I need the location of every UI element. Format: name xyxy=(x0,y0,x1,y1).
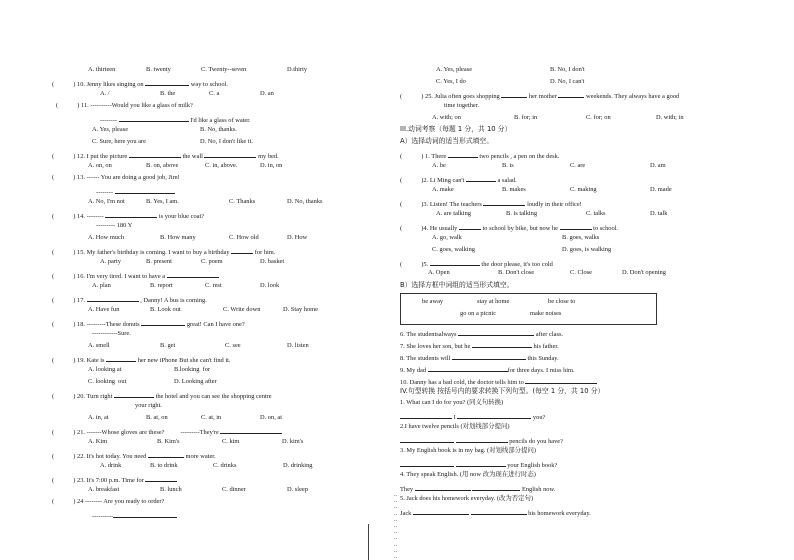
answer-blank[interactable] xyxy=(400,460,454,467)
answer-option: D. No, I can't xyxy=(550,78,585,85)
question-line xyxy=(400,448,536,454)
question-text: after class. xyxy=(534,331,564,338)
question-text: ------------Sure. xyxy=(92,330,131,337)
answer-blank[interactable] xyxy=(220,427,282,434)
answer-blank[interactable] xyxy=(456,460,506,467)
question-text: your English book? xyxy=(505,462,558,469)
answer-option: A. No, I'm not xyxy=(88,198,125,205)
answer-blank[interactable] xyxy=(105,211,157,218)
question-line xyxy=(52,79,228,88)
question-text: ( ) 18. ---------These donuts xyxy=(52,321,142,328)
question-text: weekends. They always have a good xyxy=(584,93,680,100)
question-line xyxy=(92,511,177,520)
answer-option: C. drinks xyxy=(213,462,237,469)
answer-option: C. How old xyxy=(229,234,259,241)
answer-option: B. present xyxy=(146,258,172,265)
answer-option: B. is xyxy=(502,162,514,169)
answer-blank[interactable] xyxy=(448,151,478,158)
question-text: a salad. xyxy=(495,177,517,184)
answer-option: A. in, at xyxy=(88,414,109,421)
question-text: to school by bike, but now he xyxy=(480,225,560,232)
question-line xyxy=(52,151,279,160)
question-line xyxy=(400,412,545,421)
question-text: 7. She loves her son, but he xyxy=(400,343,472,350)
question-text: I xyxy=(452,414,458,421)
answer-blank[interactable] xyxy=(459,223,481,230)
question-line xyxy=(400,377,597,386)
question-text: They xyxy=(400,486,415,493)
answer-option: B. Yes, I am. xyxy=(146,198,179,205)
answer-option: B. makes xyxy=(502,186,526,193)
answer-option: C. goes, walking xyxy=(432,246,475,253)
question-text: the door please, it's too cold xyxy=(479,261,553,268)
question-line xyxy=(52,211,204,220)
answer-option: C. a xyxy=(209,90,220,97)
answer-option: stay at home xyxy=(477,298,510,305)
answer-option: A. plan xyxy=(92,282,111,289)
answer-option: C. kim xyxy=(222,438,240,445)
answer-blank[interactable] xyxy=(115,187,175,194)
answer-blank[interactable] xyxy=(430,259,480,266)
question-line xyxy=(400,353,559,362)
answer-blank[interactable] xyxy=(106,355,136,362)
question-line xyxy=(400,151,559,160)
question-text: 1. What can I do for you? (同义句转换) xyxy=(400,399,504,406)
question-text: 10. Danny has a bad cold, the doctor tells him to xyxy=(400,379,526,386)
answer-option: C. Thanks xyxy=(229,198,256,205)
answer-blank[interactable] xyxy=(458,329,534,336)
question-text: ( )4. He usually xyxy=(400,225,459,232)
answer-option: D. an xyxy=(260,90,274,97)
question-text: way to school. xyxy=(189,81,228,88)
answer-blank[interactable] xyxy=(413,508,469,515)
answer-option: D. Don't opening xyxy=(622,269,666,276)
answer-blank[interactable] xyxy=(415,484,471,491)
answer-blank[interactable] xyxy=(428,365,508,372)
section-heading: IV.句型转换 按括号内的要求转换下列句型。(每空 1 分，共 10 分） xyxy=(400,387,605,395)
question-line xyxy=(400,460,557,469)
question-line xyxy=(52,175,180,181)
answer-blank[interactable] xyxy=(452,353,526,360)
section-heading: B）选择方框中词组的适当形式填空。 xyxy=(400,281,514,289)
answer-option: C. Yes, I do xyxy=(436,78,466,85)
question-text: ( ) 25. Julia often goes shopping xyxy=(400,93,502,100)
answer-blank[interactable] xyxy=(400,412,452,419)
answer-option: B. Look out xyxy=(150,306,181,313)
question-text: ( ) 11. ----------Would you like a glass of milk? xyxy=(56,102,193,109)
binding-margin-line xyxy=(368,524,369,560)
question-text: ( ) 24 -------- Are you ready to order? xyxy=(52,498,165,505)
answer-blank[interactable] xyxy=(231,247,253,254)
question-text: I'd like a glass of water. xyxy=(188,117,251,124)
answer-blank[interactable] xyxy=(471,508,527,515)
answer-option: A. smell xyxy=(88,342,110,349)
answer-option: C. poem xyxy=(201,258,223,265)
answer-blank[interactable] xyxy=(119,115,189,122)
question-line xyxy=(96,223,132,229)
answer-option: A. make xyxy=(432,186,454,193)
answer-blank[interactable] xyxy=(457,412,531,419)
question-text: ( ) 19. Kate is xyxy=(52,357,107,364)
answer-option: D. drinking xyxy=(283,462,313,469)
answer-blank[interactable] xyxy=(113,511,177,518)
question-text: his homework everyday. xyxy=(526,510,591,517)
binding-dotted-mark: .. .. .. .. .. .. .. .. .. .. .. xyxy=(394,492,397,560)
question-text: more water. xyxy=(183,453,216,460)
answer-option: B. get xyxy=(160,342,176,349)
answer-option: A. Kim xyxy=(88,438,108,445)
answer-option: B. twenty xyxy=(146,66,171,73)
answer-option: make noises xyxy=(530,310,562,317)
answer-option: B. for; in xyxy=(514,114,538,121)
answer-option: A. thirteen xyxy=(88,66,116,73)
answer-option: B. is talking xyxy=(506,210,538,217)
question-text: 3. My English book is in my bag. (对划线部分提问) xyxy=(400,447,536,454)
question-text: my bed. xyxy=(256,153,279,160)
answer-option: C. rest xyxy=(205,282,222,289)
answer-option: A. party xyxy=(100,258,121,265)
answer-blank[interactable] xyxy=(129,151,181,158)
answer-option: D. basket xyxy=(260,258,285,265)
answer-option: D. made xyxy=(650,186,672,193)
question-line xyxy=(52,319,245,328)
answer-option: B. at, on xyxy=(146,414,168,421)
answer-option: D. talk xyxy=(650,210,668,217)
question-line xyxy=(400,199,582,208)
answer-option: A. / xyxy=(100,90,110,97)
answer-option: B. the xyxy=(160,90,176,97)
question-text: , Danny! A bus is coming. xyxy=(138,297,207,304)
answer-option: A. drink xyxy=(100,462,122,469)
question-text: -------- xyxy=(96,189,115,196)
question-text: great! Can I have one? xyxy=(185,321,245,328)
answer-option: B. How many xyxy=(160,234,196,241)
question-line xyxy=(52,247,275,256)
question-text: ( ) 20. Turn right xyxy=(52,393,114,400)
question-text: 6. The studentsalways xyxy=(400,331,459,338)
answer-blank[interactable] xyxy=(145,475,177,482)
question-line xyxy=(400,365,575,374)
answer-option: D. How xyxy=(287,234,308,241)
answer-option: C. dinner xyxy=(222,486,246,493)
answer-option: C. Sure, here you are xyxy=(92,138,146,145)
question-text: ( )2. Li Ming can't xyxy=(400,177,466,184)
question-line xyxy=(400,496,533,502)
question-line xyxy=(400,436,563,445)
answer-option: be away xyxy=(422,298,444,305)
answer-option: C. Write down xyxy=(223,306,261,313)
answer-blank[interactable] xyxy=(466,175,496,182)
question-line xyxy=(92,331,131,337)
question-text: English now. xyxy=(520,486,556,493)
question-line xyxy=(400,329,563,338)
question-line xyxy=(52,355,230,364)
question-text: loudly in their office! xyxy=(525,201,582,208)
answer-option: B. lunch xyxy=(160,486,182,493)
question-text: 4. They speak English. (用 now 改为现在进行时态) xyxy=(400,471,536,478)
question-text: ( ) 17. xyxy=(52,297,87,304)
section-heading: A）选择动词的适当形式填空。 xyxy=(400,137,494,145)
question-text: ( ) 21. -------Whose gloves are these? ---------They're xyxy=(52,429,221,436)
question-line xyxy=(52,271,219,280)
answer-blank[interactable] xyxy=(148,451,184,458)
question-text: 5. Jack does his homework everyday. (改为否定句) xyxy=(400,495,534,502)
question-line xyxy=(400,508,591,517)
answer-option: A. go, walk xyxy=(432,234,462,241)
answer-option: C. see xyxy=(225,342,241,349)
question-text: for three days. I miss him. xyxy=(507,367,575,374)
question-text: -------- xyxy=(100,117,119,124)
answer-option: C. for; on xyxy=(586,114,611,121)
question-line xyxy=(100,115,251,124)
answer-option: B. Kim's xyxy=(157,438,180,445)
answer-option: C. in, above. xyxy=(205,162,238,169)
question-text: pencils do you have? xyxy=(507,438,563,445)
answer-option: C. Close xyxy=(570,269,593,276)
answer-option: B. No, thanks. xyxy=(200,126,237,133)
section-heading: III.动词考察（每题 1 分，共 10 分） xyxy=(400,125,512,133)
question-text: ( ) 22. It's hot today. You need xyxy=(52,453,148,460)
answer-blank[interactable] xyxy=(141,319,185,326)
question-text: two pencils , a pen on the desk. xyxy=(477,153,560,160)
question-text: ( ) 14. -------- xyxy=(52,213,106,220)
answer-option: D. with; in xyxy=(656,114,684,121)
question-text: 9. My dad xyxy=(400,367,428,374)
question-line xyxy=(400,175,517,184)
answer-option: A. are talking xyxy=(436,210,471,217)
answer-blank[interactable] xyxy=(167,271,219,278)
question-line xyxy=(400,424,510,430)
question-text: ( ) 23. It's 7:00 p.m. Time for xyxy=(52,477,146,484)
answer-option: B. report xyxy=(150,282,173,289)
answer-option: C. at, in xyxy=(201,414,222,421)
answer-blank[interactable] xyxy=(472,341,532,348)
answer-option: D. No, I don't like it. xyxy=(200,138,253,145)
question-line xyxy=(52,295,207,304)
answer-option: D. goes, is walking xyxy=(562,246,612,253)
answer-option: A. Have fun xyxy=(88,306,120,313)
question-text: 8. The students will xyxy=(400,355,452,362)
answer-option: D. kim's xyxy=(282,438,304,445)
answer-option: B.looking for xyxy=(174,366,211,373)
question-text: for him. xyxy=(253,249,276,256)
answer-option: A. breakfast xyxy=(88,486,120,493)
answer-option: B. to drink xyxy=(150,462,178,469)
question-line xyxy=(52,451,216,460)
answer-blank[interactable] xyxy=(525,377,597,384)
answer-option: D. sleep xyxy=(287,486,308,493)
answer-blank[interactable] xyxy=(483,199,525,206)
question-text: to school. xyxy=(591,225,619,232)
answer-option: D. in, on xyxy=(260,162,283,169)
question-line xyxy=(52,499,164,505)
answer-option: be close to xyxy=(548,298,576,305)
question-text: ( ) 15. My father's birthday is coming. I want to buy a birthday xyxy=(52,249,232,256)
question-line xyxy=(52,475,177,484)
answer-option: A. Yes, please xyxy=(436,66,473,73)
question-text: ( )5. xyxy=(400,261,430,268)
question-text: ( ) 12. I put the picture xyxy=(52,153,129,160)
answer-option: A. be xyxy=(432,162,446,169)
answer-option: B. No, I don't xyxy=(550,66,585,73)
answer-option: A. on, on xyxy=(88,162,112,169)
answer-option: D. No, thanks xyxy=(287,198,323,205)
answer-blank[interactable] xyxy=(145,79,189,86)
question-line xyxy=(400,259,553,268)
answer-option: B. goes, walks xyxy=(562,234,600,241)
answer-blank[interactable] xyxy=(204,151,256,158)
answer-option: D. listen xyxy=(287,342,309,349)
question-line xyxy=(52,427,282,436)
answer-option: D. look xyxy=(260,282,280,289)
question-text: you? xyxy=(531,414,546,421)
answer-option: C. Twenty--seven xyxy=(201,66,247,73)
answer-option: C. looking out xyxy=(88,378,127,385)
question-line xyxy=(400,472,536,478)
answer-option: D. on, at xyxy=(260,414,283,421)
question-text: --------- 180 Y xyxy=(96,222,133,229)
answer-option: A. How much xyxy=(88,234,125,241)
answer-option: go on a picnic xyxy=(460,310,497,317)
answer-blank[interactable] xyxy=(87,295,139,302)
question-text: Jack xyxy=(400,510,413,517)
question-text: his father. xyxy=(531,343,559,350)
question-line xyxy=(96,187,175,196)
question-text: ( )3. Listen! The teachers xyxy=(400,201,484,208)
question-text: is your blue coat? xyxy=(157,213,205,220)
answer-blank[interactable] xyxy=(400,436,454,443)
question-line xyxy=(400,341,559,350)
answer-option: A. Open xyxy=(428,269,450,276)
answer-option: B. Don't close xyxy=(498,269,535,276)
question-text: ( ) 13. ------ You are doing a good job, Jim! xyxy=(52,174,180,181)
answer-option: D. am xyxy=(650,162,666,169)
answer-option: A. looking at xyxy=(88,366,122,373)
question-text: time together. xyxy=(444,102,480,109)
answer-blank[interactable] xyxy=(472,484,520,491)
answer-option: A. Yes, please xyxy=(92,126,129,133)
question-text: ( ) 16. I'm very tired. I want to have a xyxy=(52,273,167,280)
question-text: this Sunday. xyxy=(525,355,559,362)
answer-option: C. making xyxy=(570,186,597,193)
question-line xyxy=(52,391,272,400)
question-text: your right. xyxy=(135,402,162,409)
question-text: her mother xyxy=(527,93,559,100)
question-line xyxy=(56,103,193,109)
answer-blank[interactable] xyxy=(114,391,154,398)
answer-option: D.thirty xyxy=(287,66,308,73)
answer-option: A. with; on xyxy=(432,114,461,121)
answer-blank[interactable] xyxy=(560,223,592,230)
answer-option: D. Stay home xyxy=(283,306,318,313)
question-line xyxy=(400,400,503,406)
question-text: ( ) 1. There xyxy=(400,153,448,160)
question-line xyxy=(400,484,555,493)
question-line xyxy=(444,103,479,109)
question-line xyxy=(400,91,679,100)
answer-blank[interactable] xyxy=(456,436,508,443)
question-text: the wall xyxy=(180,153,205,160)
question-text: 2.I have twelve pencils (对划线部分提问) xyxy=(400,423,510,430)
answer-option: C. talks xyxy=(586,210,606,217)
question-text: her new iPhone But she can't find it. xyxy=(136,357,231,364)
answer-blank[interactable] xyxy=(558,91,584,98)
answer-option: C. are xyxy=(570,162,586,169)
answer-option: D. Looking after xyxy=(174,378,217,385)
question-line xyxy=(400,223,618,232)
question-text: ( ) 10. Jenny likes singing on xyxy=(52,81,146,88)
question-line xyxy=(135,403,162,409)
question-text: ---------- xyxy=(92,513,114,520)
question-text: the hotel and you can see the shopping centre xyxy=(153,393,272,400)
answer-option: B. on, above xyxy=(146,162,179,169)
answer-blank[interactable] xyxy=(501,91,527,98)
